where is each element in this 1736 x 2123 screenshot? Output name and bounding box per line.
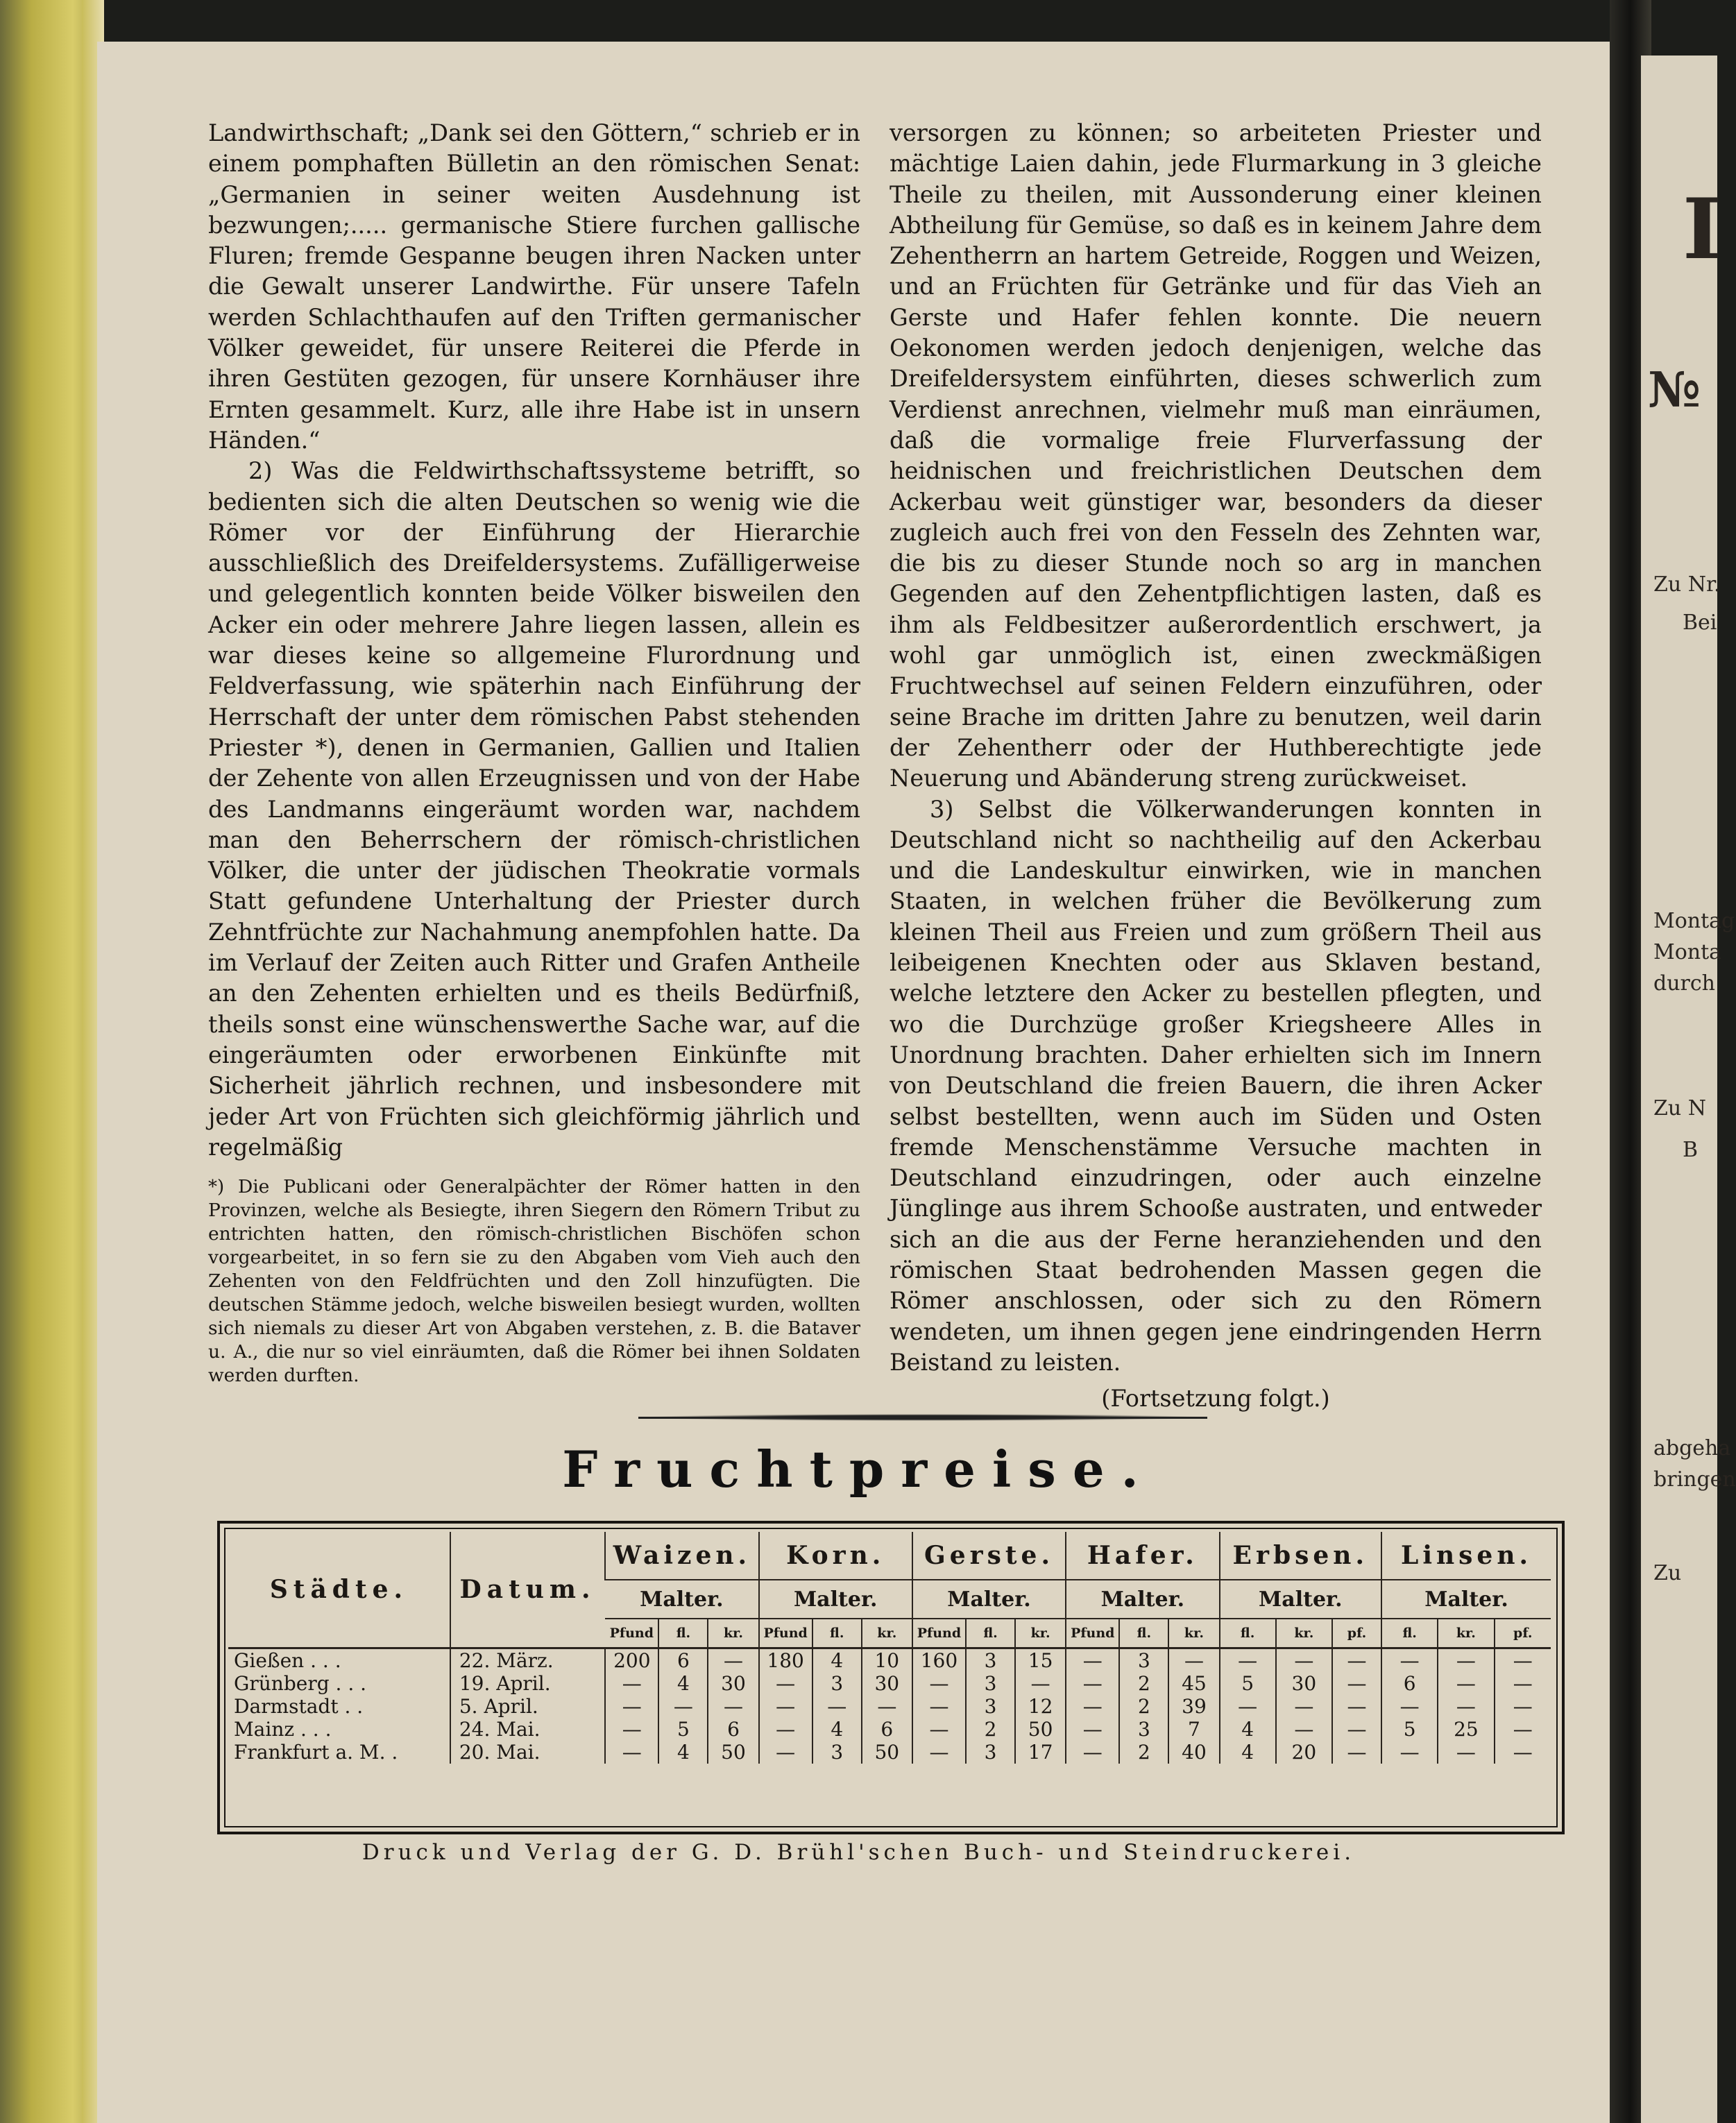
price-cell: — — [1495, 1695, 1551, 1718]
price-cell: 4 — [812, 1718, 862, 1741]
next-page-line: Monta — [1653, 940, 1722, 964]
unit-fl: fl. — [658, 1619, 708, 1648]
unit-pfund: Pfund — [759, 1619, 812, 1648]
price-cell: 50 — [708, 1741, 758, 1764]
price-cell: — — [1438, 1648, 1494, 1673]
price-cell: 6 — [862, 1718, 912, 1741]
price-cell: — — [1332, 1741, 1381, 1764]
price-cell: — — [1438, 1741, 1494, 1764]
unit-pf: pf. — [1495, 1619, 1551, 1648]
header-malter: Malter. — [1220, 1580, 1382, 1619]
price-cell: 25 — [1438, 1718, 1494, 1741]
header-datum: Datum. — [450, 1532, 605, 1648]
next-page-line: durch — [1653, 971, 1715, 996]
table-row — [228, 1695, 1551, 1718]
next-page-line: bringen — [1653, 1467, 1736, 1492]
price-cell: 20 — [1276, 1741, 1332, 1764]
header-malter: Malter. — [1381, 1580, 1551, 1619]
unit-kr: kr. — [1276, 1619, 1332, 1648]
price-cell: — — [1276, 1695, 1332, 1718]
price-table — [228, 1532, 1551, 1764]
price-cell: 6 — [708, 1718, 758, 1741]
footnote-mark: *) — [208, 1177, 225, 1198]
header-malter: Malter. — [1066, 1580, 1219, 1619]
price-cell: 39 — [1168, 1695, 1219, 1718]
price-cell: — — [1066, 1695, 1119, 1718]
footnote — [208, 1175, 860, 1388]
price-cell: 3 — [812, 1672, 862, 1695]
price-cell: 4 — [1220, 1741, 1276, 1764]
city-cell: Gießen . . . — [234, 1649, 341, 1672]
unit-fl: fl. — [812, 1619, 862, 1648]
price-cell: 2 — [1119, 1672, 1168, 1695]
price-cell: 2 — [1119, 1741, 1168, 1764]
price-cell: — — [1066, 1672, 1119, 1695]
price-cell: — — [912, 1695, 966, 1718]
left-column — [208, 118, 860, 1388]
price-cell: — — [1276, 1718, 1332, 1741]
price-cell: — — [1381, 1741, 1438, 1764]
city-cell: Frankfurt a. M. . — [234, 1741, 398, 1764]
price-cell: 3 — [1119, 1648, 1168, 1673]
price-cell: 4 — [1220, 1718, 1276, 1741]
price-cell: 3 — [812, 1741, 862, 1764]
price-cell: 4 — [658, 1672, 708, 1695]
unit-kr: kr. — [862, 1619, 912, 1648]
unit-kr: kr. — [1438, 1619, 1494, 1648]
price-cell: — — [759, 1718, 812, 1741]
table-row — [228, 1718, 1551, 1741]
section-rule — [638, 1417, 1207, 1419]
city-cell: Mainz . . . — [234, 1718, 332, 1741]
price-cell: — — [862, 1695, 912, 1718]
header-waizen: Waizen. — [605, 1532, 758, 1580]
unit-fl: fl. — [1119, 1619, 1168, 1648]
price-cell: — — [605, 1741, 658, 1764]
price-cell: — — [1495, 1672, 1551, 1695]
date-cell: 20. Mai. — [450, 1741, 605, 1764]
price-cell: — — [708, 1648, 758, 1673]
continuation-note: (Fortsetzung folgt.) — [1101, 1385, 1330, 1413]
price-cell: — — [912, 1718, 966, 1741]
price-cell: — — [912, 1741, 966, 1764]
date-cell: 19. April. — [450, 1672, 605, 1695]
city-cell: Grünberg . . . — [234, 1672, 367, 1695]
table-row — [228, 1648, 1551, 1673]
price-cell: 30 — [1276, 1672, 1332, 1695]
unit-pfund: Pfund — [605, 1619, 658, 1648]
price-cell: — — [759, 1695, 812, 1718]
price-cell: — — [1276, 1648, 1332, 1673]
price-cell: 180 — [759, 1648, 812, 1673]
price-cell: 10 — [862, 1648, 912, 1673]
price-cell: 2 — [1119, 1695, 1168, 1718]
unit-pfund: Pfund — [1066, 1619, 1119, 1648]
price-cell: 40 — [1168, 1741, 1219, 1764]
price-cell: 3 — [1119, 1718, 1168, 1741]
right-column — [890, 118, 1542, 1414]
next-page-initial: I — [1683, 180, 1722, 278]
price-cell: 6 — [1381, 1672, 1438, 1695]
next-page-fragment — [1641, 56, 1736, 2123]
price-cell: — — [1495, 1648, 1551, 1673]
price-cell: 4 — [658, 1741, 708, 1764]
price-cell: — — [605, 1672, 658, 1695]
price-cell: 3 — [966, 1695, 1015, 1718]
price-cell: 3 — [966, 1741, 1015, 1764]
table-row — [228, 1672, 1551, 1695]
unit-fl: fl. — [966, 1619, 1015, 1648]
price-cell: — — [1381, 1648, 1438, 1673]
unit-kr: kr. — [708, 1619, 758, 1648]
price-cell: — — [1066, 1741, 1119, 1764]
paragraph: Landwirthschaft; „Dank sei den Göttern,“ schrieb er in einem pomphaften Bülletin an den römischen Senat: „Germanien in seiner weiten Ausdehnung ist bezwungen;..... germanische Stiere furchen gallische Fluren; fremde Gespanne beugen ihren Nacken unter die Gewalt unserer Landwirthe. Für unsere Tafeln werden Schlachthaufen auf den Triften germanischer Völker geweidet, für unsere Reiterei die Pferde in ihren Gestüten gezogen, für unsere Kornhäuser ihre Ernten gesammelt. Kurz, alle ihre Habe ist in unsern Händen.“ — [208, 119, 860, 454]
book-edge — [0, 0, 104, 2123]
price-cell: — — [1495, 1741, 1551, 1764]
price-cell: — — [1220, 1648, 1276, 1673]
unit-kr: kr. — [1015, 1619, 1066, 1648]
next-page-line: Montag — [1653, 909, 1735, 933]
unit-pfund: Pfund — [912, 1619, 966, 1648]
price-cell: 2 — [966, 1718, 1015, 1741]
header-hafer: Hafer. — [1066, 1532, 1219, 1580]
table-row — [228, 1741, 1551, 1764]
date-cell: 24. Mai. — [450, 1718, 605, 1741]
price-cell: 7 — [1168, 1718, 1219, 1741]
price-cell: — — [1438, 1695, 1494, 1718]
price-cell: 200 — [605, 1648, 658, 1673]
price-cell: — — [1066, 1718, 1119, 1741]
price-cell: — — [708, 1695, 758, 1718]
price-cell: — — [1015, 1672, 1066, 1695]
paragraph: versorgen zu können; so arbeiteten Priester und mächtige Laien dahin, jede Flurmarkung in 3 gleiche Theile zu theilen, mit Aussonderung einer kleinen Abtheilung für Gemüse, so daß es in keinem Jahre dem Zehentherrn an hartem Getreide, Roggen und Weizen, und an Früchten für Getränke und für das Vieh an Gerste und Hafer fehlen konnte. Die neuern Oekonomen werden jedoch denjenigen, welche das Dreifeldersystem einführten, dieses schwerlich zum Verdienst anrechnen, vielmehr muß man einräumen, daß die vormalige freie Flurverfassung der heidnischen und freichristlichen Deutschen dem Ackerbau weit günstiger war, besonders da dieser zugleich auch frei von den Fesseln des Zehnten war, die bis zu dieser Stunde noch so arg in manchen Gegenden auf den Zehentpflichtigen lasten, daß es ihm als Feldbesitzer außerordentlich erschwert, ja wohl gar unmöglich ist, einen zweckmäßigen Fruchtwechsel auf seinen Feldern einzuführen, oder seine Brache im dritten Jahre zu benutzen, weil darin der Zehentherr oder der Huthberechtigte jede Neuerung und Abänderung streng zurückweiset. — [890, 119, 1542, 792]
next-page-line: Zu Nr. — [1653, 572, 1721, 597]
price-cell: 3 — [966, 1648, 1015, 1673]
unit-fl: fl. — [1381, 1619, 1438, 1648]
header-linsen: Linsen. — [1381, 1532, 1551, 1580]
price-cell: — — [1220, 1695, 1276, 1718]
next-page-line: B — [1683, 1138, 1699, 1162]
price-cell: — — [1332, 1718, 1381, 1741]
price-cell: 160 — [912, 1648, 966, 1673]
imprint: Druck und Verlag der G. D. Brühl'schen Buch- und Steindruckerei. — [361, 1840, 1356, 1865]
price-cell: 30 — [862, 1672, 912, 1695]
price-cell: 12 — [1015, 1695, 1066, 1718]
price-cell: — — [1438, 1672, 1494, 1695]
price-cell: — — [759, 1672, 812, 1695]
header-korn: Korn. — [759, 1532, 912, 1580]
price-cell: — — [605, 1695, 658, 1718]
unit-fl: fl. — [1220, 1619, 1276, 1648]
city-cell: Darmstadt . . — [234, 1695, 364, 1718]
price-cell: 15 — [1015, 1648, 1066, 1673]
price-cell: — — [605, 1718, 658, 1741]
footnote-text: Die Publicani oder Generalpächter der Römer hatten in den Provinzen, welche als Besiegte, ihren Siegern den Römern Tribut zu entrichten hatten, den römisch-christlichen Bischöfen schon vorgearbeitet, in so fern sie zu den Abgaben vom Vieh auch den Zehenten von den Feldfrüchten und den Zoll hinzufügten. Die deutschen Stämme jedoch, welche bisweilen besiegt wurden, wollten sich niemals zu dieser Art von Abgaben verstehen, z. B. die Bataver u. A., die nur so viel einräumten, daß die Römer bei ihnen Soldaten werden durften. — [208, 1176, 860, 1387]
unit-pf: pf. — [1332, 1619, 1381, 1648]
price-cell: — — [1381, 1695, 1438, 1718]
next-page-line: Zu N — [1653, 1096, 1706, 1120]
paragraph: 2) Was die Feldwirthschaftssysteme betrifft, so bedienten sich die alten Deutschen so wenig wie die Römer vor der Einführung der Hierarchie ausschließlich des Dreifeldersystems. Zufälligerweise und gelegentlich konnten beide Völker bisweilen den Acker ein oder mehrere Jahre liegen lassen, allein es war dieses keine so allgemeine Flurordnung und Feldverfassung, wie späterhin nach Einführung der Herrschaft der unter dem römischen Pabst stehenden Priester *), denen in Germanien, Gallien und Italien der Zehente von allen Erzeugnissen und von der Habe des Landmanns eingeräumt worden war, nachdem man den Beherrschern der römisch-christlichen Völker, die unter der jüdischen Theokratie vormals Statt gefundene Unterhaltung der Priester durch Zehntfrüchte zur Nachahmung anempfohlen hatte. Da im Verlauf der Zeiten auch Ritter und Grafen Antheile an den Zehenten erhielten und es theils Bedürfniß, theils sonst eine wünschenswerthe Sache war, auf die eingeräumten oder erworbenen Einkünfte mit Sicherheit jährlich rechnen, und insbesondere mit jeder Art von Früchten sich gleichförmig jährlich und regelmäßig — [208, 457, 860, 1161]
header-malter: Malter. — [912, 1580, 1066, 1619]
price-cell: — — [1066, 1648, 1119, 1673]
price-cell: 4 — [812, 1648, 862, 1673]
price-cell: — — [1168, 1648, 1219, 1673]
paragraph: 3) Selbst die Völkerwanderungen konnten in Deutschland nicht so nachtheilig auf den Ackerbau und die Landeskultur einwirken, wie in manchen Staaten, in welchen früher die Bevölkerung zum kleinen Theil aus Freien und zum größern Theil aus leibeigenen Knechten oder aus Sklaven bestand, welche letztere den Acker zu bestellen pflegten, und wo die Durchzüge großer Kriegsheere Alles in Unordnung brachten. Daher erhielten sich im Innern von Deutschland die freien Bauern, die ihren Acker selbst bestellten, wenn auch im Süden und Osten fremde Menschenstämme Versuche machten in Deutschland einzudringen, oder auch einzelne Jünglinge aus ihrem Schooße austraten, und entweder sich an die aus der Ferne heranziehenden und den römischen Staat bedrohenden Massen gegen die Römer anschlossen, oder sich zu den Römern wendeten, um ihnen gegen jene eindringenden Herrn Beistand zu leisten. — [890, 795, 1542, 1376]
price-cell: 5 — [1220, 1672, 1276, 1695]
price-cell: — — [812, 1695, 862, 1718]
price-cell: 6 — [658, 1648, 708, 1673]
price-cell: 5 — [1381, 1718, 1438, 1741]
header-malter: Malter. — [605, 1580, 758, 1619]
header-staedte: Städte. — [228, 1532, 450, 1648]
date-cell: 22. März. — [450, 1648, 605, 1673]
price-table-body — [228, 1648, 1551, 1764]
next-page-line: Zu — [1653, 1561, 1682, 1585]
price-cell: — — [1332, 1695, 1381, 1718]
header-erbsen: Erbsen. — [1220, 1532, 1382, 1580]
price-cell: — — [1495, 1718, 1551, 1741]
price-cell: 45 — [1168, 1672, 1219, 1695]
unit-kr: kr. — [1168, 1619, 1219, 1648]
price-cell: 17 — [1015, 1741, 1066, 1764]
price-cell: 50 — [862, 1741, 912, 1764]
header-malter: Malter. — [759, 1580, 912, 1619]
price-cell: 5 — [658, 1718, 708, 1741]
price-cell: — — [1332, 1672, 1381, 1695]
header-gerste: Gerste. — [912, 1532, 1066, 1580]
price-cell: — — [658, 1695, 708, 1718]
next-page-line: abgeha — [1653, 1436, 1731, 1460]
price-cell: 3 — [966, 1672, 1015, 1695]
price-cell: 30 — [708, 1672, 758, 1695]
price-table-frame — [217, 1521, 1565, 1834]
next-page-line: Bei — [1683, 611, 1717, 635]
price-cell: — — [759, 1741, 812, 1764]
price-cell: — — [912, 1672, 966, 1695]
date-cell: 5. April. — [450, 1695, 605, 1718]
price-cell: — — [1332, 1648, 1381, 1673]
price-cell: 50 — [1015, 1718, 1066, 1741]
price-table-title: Fruchtpreise. — [562, 1440, 1155, 1499]
next-page-number: № — [1648, 361, 1701, 418]
